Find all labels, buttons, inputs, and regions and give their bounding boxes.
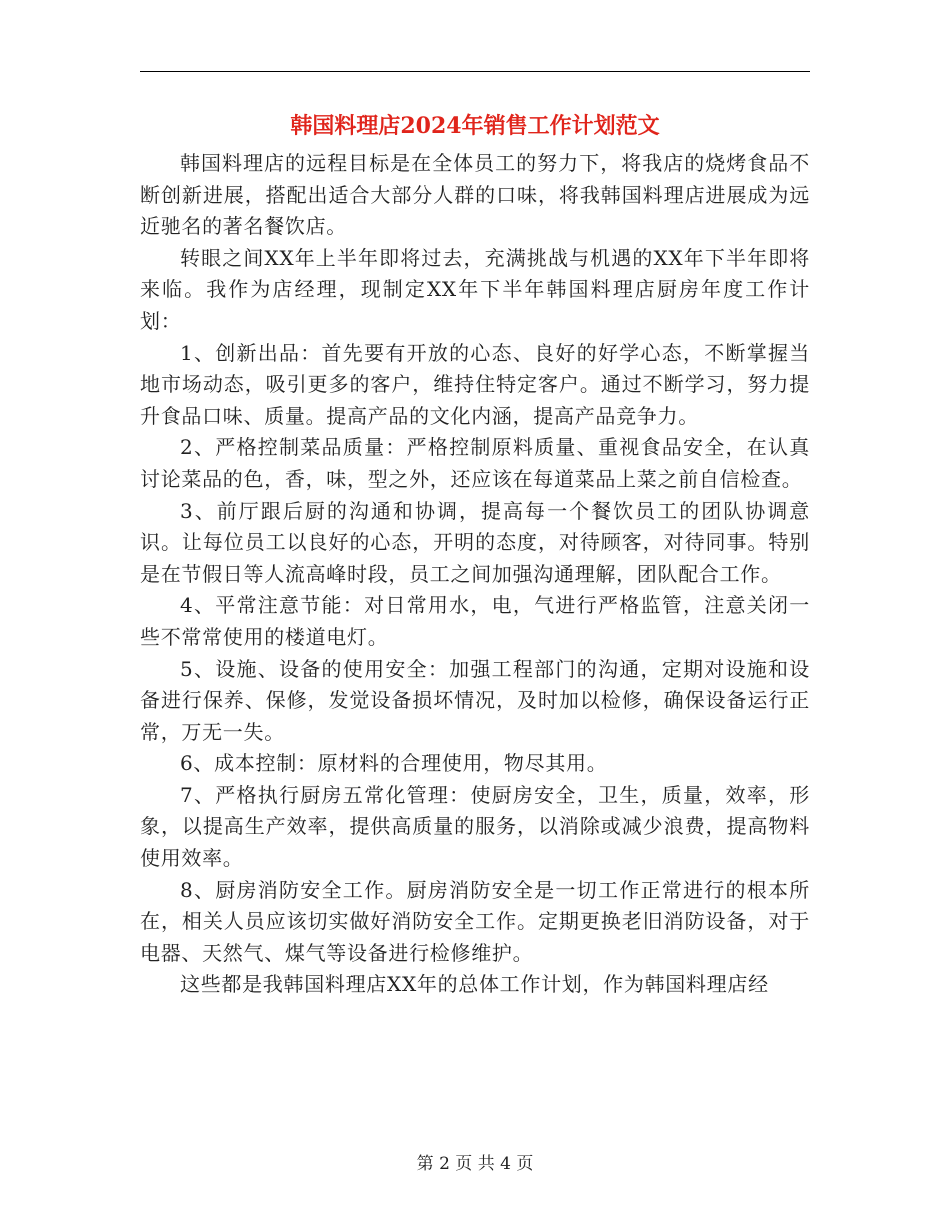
paragraph-item-1: 1、创新出品：首先要有开放的心态、良好的好学心态，不断掌握当地市场动态，吸引更多的客户，维持住特定客户。通过不断学习，努力提升食品口味、质量。提高产品的文化内涵，提高产品竞争力。 [140, 340, 810, 428]
paragraph-intro: 韩国料理店的远程目标是在全体员工的努力下，将我店的烧烤食品不断创新进展，搭配出适合大部分人群的口味，将我韩国料理店进展成为远近驰名的著名餐饮店。 [140, 151, 810, 239]
paragraph-item-4: 4、平常注意节能：对日常用水，电，气进行严格监管，注意关闭一些不常常使用的楼道电灯。 [140, 593, 810, 649]
document-title: 韩国料理店2024年销售工作计划范文 [290, 113, 660, 139]
paragraph-item-6: 6、成本控制：原材料的合理使用，物尽其用。 [180, 751, 608, 776]
page-number: 第 2 页 共 4 页 [416, 1154, 534, 1174]
document-body [140, 148, 810, 1001]
paragraph-item-8: 8、厨房消防安全工作。厨房消防安全是一切工作正常进行的根本所在，相关人员应该切实做好消防安全工作。定期更换老旧消防设备，对于电器、天然气、煤气等设备进行检修维护。 [140, 877, 810, 965]
paragraph-item-7: 7、严格执行厨房五常化管理：使厨房安全，卫生，质量，效率，形象，以提高生产效率，提供高质量的服务，以消除或减少浪费，提高物料使用效率。 [140, 782, 810, 871]
paragraph-item-5: 5、设施、设备的使用安全：加强工程部门的沟通，定期对设施和设备进行保养、保修，发觉设备损坏情况，及时加以检修，确保设备运行正常，万无一失。 [140, 656, 810, 744]
paragraph-item-2: 2、严格控制菜品质量：严格控制原料质量、重视食品安全，在认真讨论菜品的色，香，味，型之外，还应该在每道菜品上菜之前自信检查。 [140, 435, 810, 491]
header-rule [140, 71, 810, 72]
paragraph-closing: 这些都是我韩国料理店XX年的总体工作计划，作为韩国料理店经 [180, 972, 769, 997]
paragraph-context: 转眼之间XX年上半年即将过去，充满挑战与机遇的XX年下半年即将来临。我作为店经理，现制定XX年下半年韩国料理店厨房年度工作计划： [140, 245, 810, 333]
paragraph-item-3: 3、前厅跟后厨的沟通和协调，提高每一个餐饮员工的团队协调意识。让每位员工以良好的心态，开明的态度，对待顾客，对待同事。特别是在节假日等人流高峰时段，员工之间加强沟通理解，团队配合工作。 [140, 498, 810, 586]
